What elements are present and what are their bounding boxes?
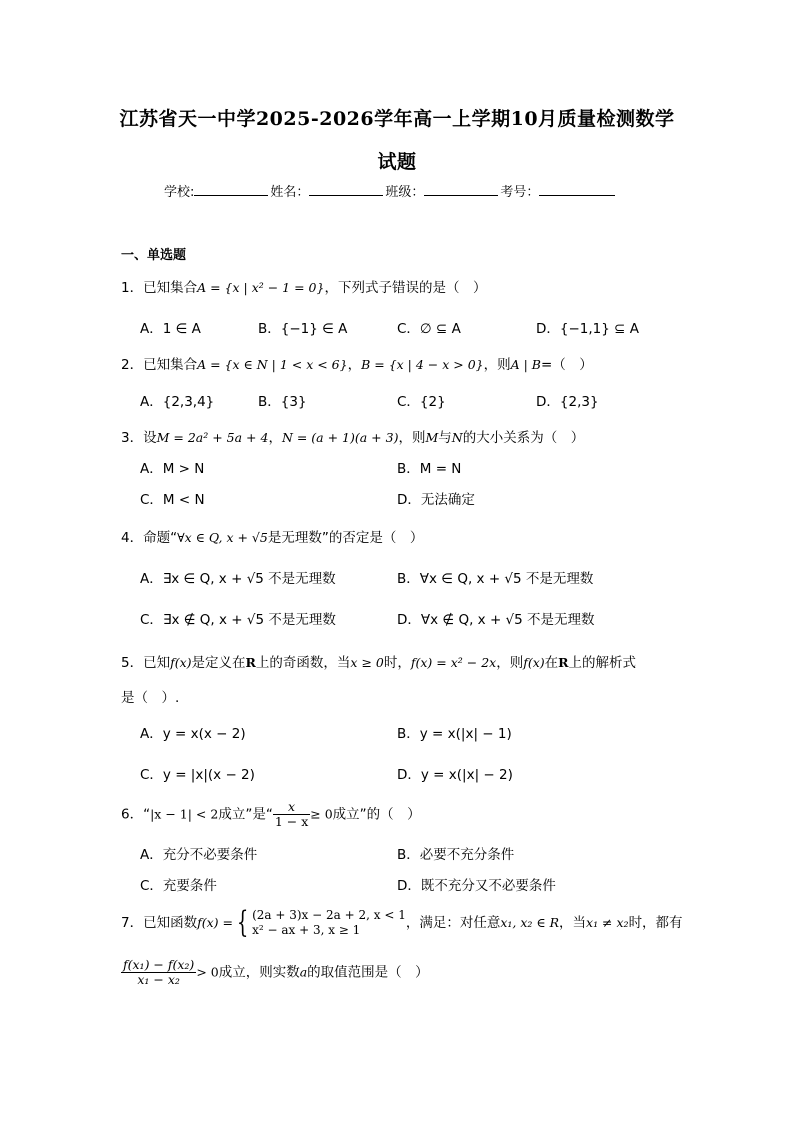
question-6-stem: 6．“|x − 1| < 2成立”是“ $\frac{x}{1 - x}$ ≥ 0成立”的（ ） <box>121 799 421 829</box>
question-3-option-c: C．M < N <box>140 492 205 508</box>
exam-no-blank[interactable] <box>539 183 615 196</box>
question-6-option-b: B．必要不充分条件 <box>397 847 515 863</box>
math-expr: A = {x | x² − 1 = 0} <box>197 280 325 295</box>
question-7-stem: 7．已知函数f(x) = { (2a + 3)x − 2a + 2, x < 1 x² − ax + 3, x ≥ 1 ，满足：对任意x₁, x₂ ∈ R，当x₁ ≠ x₂时，都有 <box>121 905 683 940</box>
question-6-option-c: C．充要条件 <box>140 878 217 894</box>
school-label: 学校: <box>164 185 195 200</box>
fraction: $\frac{\text{f(x₁) − f(x₂)}}{\text{x₁ − x₂}}$ <box>123 957 195 987</box>
question-2-option-d: D．{2,3} <box>536 394 599 410</box>
exam-title-line2: 试题 <box>377 151 417 173</box>
question-1-stem: 1．已知集合A = {x | x² − 1 = 0}，下列式子错误的是（ ） <box>121 280 487 296</box>
name-label: 姓名： <box>270 185 310 200</box>
question-7-stem-line2: $\frac{\text{f(x₁) − f(x₂)}}{\text{x₁ − x₂}}$ > 0成立，则实数a的取值范围是（ ） <box>123 957 429 987</box>
question-4-stem: 4．命题“∀x ∈ Q, x + √5是无理数”的否定是（ ） <box>121 530 424 546</box>
class-label: 班级： <box>385 185 425 200</box>
question-1-option-d: D．{−1,1} ⊆ A <box>536 321 639 337</box>
question-3-option-a: A．M > N <box>140 461 205 477</box>
question-4-option-b: B．∀x ∈ Q, x + √5 不是无理数 <box>397 571 594 587</box>
class-blank[interactable] <box>424 183 498 196</box>
left-brace: { <box>236 905 249 940</box>
question-5-stem: 5．已知f(x)是定义在R上的奇函数，当x ≥ 0时，f(x) = x² − 2x，则f(x)在R上的解析式 <box>121 655 637 671</box>
question-2-stem: 2．已知集合A = {x ∈ N | 1 < x < 6}，B = {x | 4 − x > 0}，则A | B=（ ） <box>121 357 593 373</box>
question-4-option-a: A．∃x ∈ Q, x + √5 不是无理数 <box>140 571 336 587</box>
question-5-stem-line2: 是（ ）. <box>121 690 180 706</box>
question-2-option-c: C．{2} <box>397 394 446 410</box>
fraction: $\frac{x}{1 - x}$ <box>274 799 309 829</box>
exam-title-line1: 江苏省天一中学2025-2026学年高一上学期10月质量检测数学 <box>119 108 675 130</box>
school-blank[interactable] <box>194 183 268 196</box>
question-2-option-a: A．{2,3,4} <box>140 394 215 410</box>
question-1-option-b: B．{−1} ∈ A <box>258 321 348 337</box>
question-3-option-d: D．无法确定 <box>397 492 475 508</box>
question-5-option-d: D．y = x(|x| − 2) <box>397 767 513 783</box>
section-heading: 一、单选题 <box>121 248 187 263</box>
piecewise-cases: (2a + 3)x − 2a + 2, x < 1 x² − ax + 3, x ≥ 1 <box>252 908 406 937</box>
question-3-stem: 3．设M = 2a² + 5a + 4，N = (a + 1)(a + 3)，则M与N的大小关系为（ ） <box>121 430 585 446</box>
question-5-option-c: C．y = |x|(x − 2) <box>140 767 255 783</box>
question-6-option-d: D．既不充分又不必要条件 <box>397 878 556 894</box>
question-5-option-a: A．y = x(x − 2) <box>140 726 246 742</box>
exam-no-label: 考号： <box>500 185 540 200</box>
question-3-option-b: B．M = N <box>397 461 462 477</box>
question-1-option-c: C．∅ ⊆ A <box>397 321 461 337</box>
student-info-row <box>164 181 615 200</box>
question-6-option-a: A．充分不必要条件 <box>140 847 258 863</box>
question-1-option-a: A．1 ∈ A <box>140 321 201 337</box>
question-5-option-b: B．y = x(|x| − 1) <box>397 726 512 742</box>
question-4-option-c: C．∃x ∉ Q, x + √5 不是无理数 <box>140 612 336 628</box>
name-blank[interactable] <box>309 183 383 196</box>
question-4-option-d: D．∀x ∉ Q, x + √5 不是无理数 <box>397 612 595 628</box>
question-2-option-b: B．{3} <box>258 394 307 410</box>
